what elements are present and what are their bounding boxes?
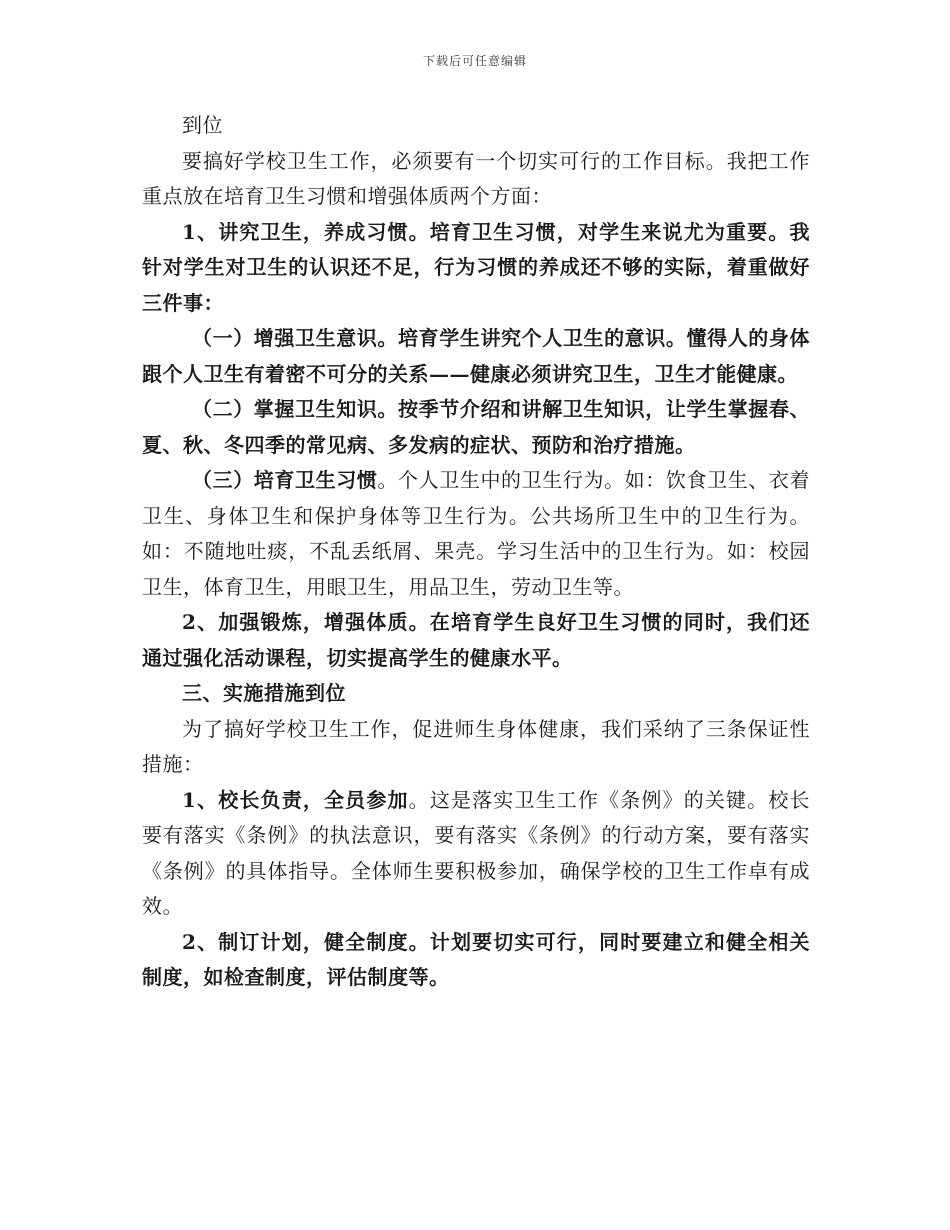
paragraph-plan-system: 2、制订计划，健全制度。计划要切实可行，同时要建立和健全相关制度，如检查制度，评估制度等。: [142, 929, 810, 989]
paragraph-principal-responsible-text: 。这是落实卫生工作《条例》的关键。校长要有落实《条例》的执法意识，要有落实《条例》的行动方案，要有落实《条例》的具体指导。全体师生要积极参加，确保学校的卫生工作卓有成效。: [142, 787, 810, 918]
paragraph-measures-intro: 为了搞好学校卫生工作，促进师生身体健康，我们采纳了三条保证性措施：: [142, 716, 810, 776]
section-heading-measures: 三、实施措施到位: [182, 681, 346, 705]
paragraph-principal-responsible: [142, 783, 810, 925]
paragraph-continuation: 到位: [182, 113, 223, 137]
paragraph-cultivate-habits-heading: （三）培育卫生习惯: [192, 468, 378, 492]
paragraph-hygiene-knowledge: （二）掌握卫生知识。按季节介绍和讲解卫生知识，让学生掌握春、夏、秋、冬四季的常见病、多发病的症状、预防和治疗措施。: [142, 397, 810, 457]
document-body: [142, 108, 810, 996]
paragraph-principal-responsible-heading: 1、校长负责，全员参加: [182, 787, 409, 812]
paragraph-work-goal: 要搞好学校卫生工作，必须要有一个切实可行的工作目标。我把工作重点放在培育卫生习惯和增强体质两个方面：: [142, 148, 810, 208]
paragraph-cultivate-habits: [142, 463, 810, 605]
paragraph-hygiene-awareness: （一）增强卫生意识。培育学生讲究个人卫生的意识。懂得人的身体跟个人卫生有着密不可分的关系——健康必须讲究卫生，卫生才能健康。: [142, 326, 810, 386]
page-header-note: 下载后可任意编辑: [422, 54, 527, 68]
paragraph-exercise: 2、加强锻炼，增强体质。在培育学生良好卫生习惯的同时，我们还通过强化活动课程，切实提高学生的健康水平。: [142, 610, 810, 670]
paragraph-cultivate-habits-text: 。个人卫生中的卫生行为。如：饮食卫生、衣着卫生、身体卫生和保护身体等卫生行为。公共场所卫生中的卫生行为。如：不随地吐痰，不乱丢纸屑、果壳。学习生活中的卫生行为。如：校园卫生，体育卫生，用眼卫生，用品卫生，劳动卫生等。: [142, 468, 811, 599]
paragraph-hygiene-habits: 1、讲究卫生，养成习惯。培育卫生习惯，对学生来说尤为重要。我针对学生对卫生的认识还不足，行为习惯的养成还不够的实际，着重做好三件事：: [142, 219, 810, 315]
